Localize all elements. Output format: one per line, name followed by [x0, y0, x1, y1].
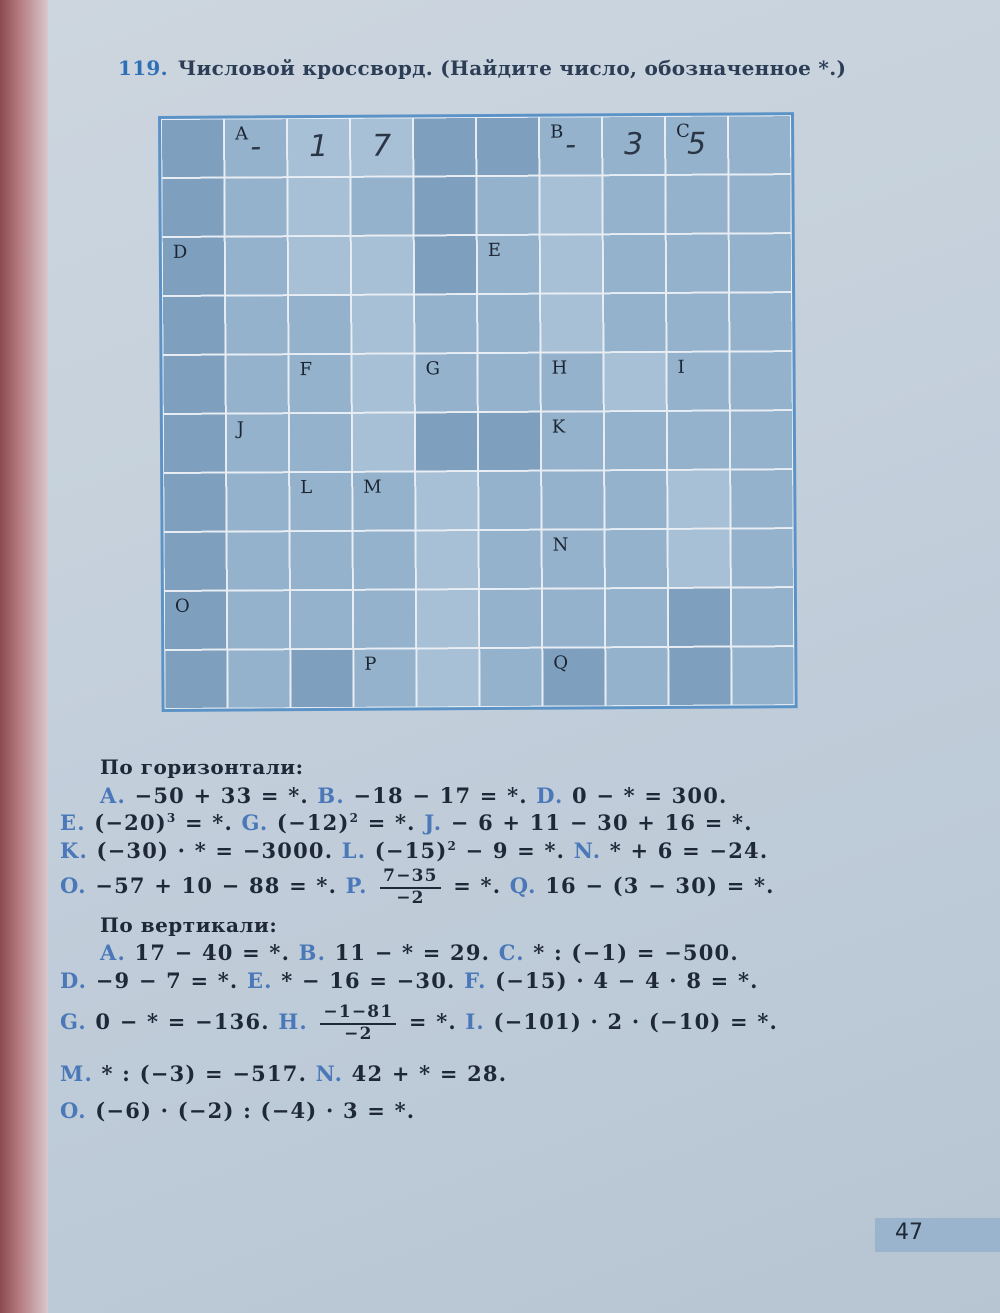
- grid-cell: [350, 117, 413, 176]
- grid-cell: [479, 530, 542, 589]
- grid-row: [164, 646, 794, 709]
- grid-cell: [287, 118, 350, 177]
- handwritten-digit: 7: [372, 128, 392, 164]
- clue-text: 11 − * = 29.: [326, 940, 499, 965]
- cell-label: K: [551, 416, 566, 438]
- grid-cell: [667, 411, 730, 470]
- cell-label: A: [235, 123, 249, 145]
- grid-cell: [478, 412, 541, 471]
- clue-text: −18 − 17 = *.: [344, 783, 537, 808]
- grid-row: [162, 351, 792, 414]
- grid-cell: [540, 352, 603, 411]
- clue-letter: G.: [241, 810, 269, 835]
- cell-label: J: [236, 418, 245, 440]
- grid-cell: [539, 175, 602, 234]
- grid-cell: [351, 235, 414, 294]
- horizontal-heading: По горизонтали:: [100, 755, 304, 779]
- grid-cell: [289, 472, 352, 531]
- grid-cell: [668, 647, 731, 706]
- grid-cell: [478, 471, 541, 530]
- grid-cell: [415, 412, 478, 471]
- grid-cell: [476, 176, 539, 235]
- grid-cell: [479, 589, 542, 648]
- cell-label: P: [364, 653, 377, 675]
- cell-label: B: [550, 121, 564, 143]
- grid-cell: [288, 295, 351, 354]
- grid-cell: [350, 176, 413, 235]
- grid-cell: [730, 410, 793, 469]
- clue-text: (−15): [366, 838, 448, 863]
- clue-text: −9 − 7 = *.: [87, 968, 247, 993]
- crossword-table: [160, 114, 796, 710]
- clue-letter: B.: [298, 940, 327, 965]
- grid-cell: [603, 352, 666, 411]
- grid-cell: [542, 529, 605, 588]
- grid-cell: [161, 178, 224, 237]
- clue-text: 42 + * = 28.: [343, 1061, 508, 1086]
- grid-cell: [164, 650, 227, 709]
- exponent: 2: [349, 811, 360, 825]
- horizontal-clue-line: [100, 783, 728, 808]
- task-title: [118, 56, 846, 80]
- grid-row: [162, 233, 792, 296]
- clue-text: 17 − 40 = *.: [126, 940, 299, 965]
- clue-text: (−20): [85, 810, 167, 835]
- grid-cell: [666, 293, 729, 352]
- grid-cell: [227, 649, 290, 708]
- clue-letter: A.: [100, 783, 127, 808]
- clue-text: (−15) · 4 − 4 · 8 = *.: [486, 968, 759, 993]
- vertical-clue-line: [60, 968, 759, 993]
- clue-text: (−30) · * = −3000.: [87, 838, 342, 863]
- cell-label: N: [552, 534, 569, 556]
- grid-cell: [479, 648, 542, 707]
- clue-text: 0 − * = −136.: [86, 1009, 279, 1035]
- grid-cell: [164, 591, 227, 650]
- grid-cell: [729, 292, 792, 351]
- grid-cell: [666, 234, 729, 293]
- grid-row: [163, 410, 793, 473]
- clue-letter: N.: [573, 838, 602, 863]
- grid-cell: [353, 589, 416, 648]
- grid-cell: [731, 587, 794, 646]
- grid-cell: [605, 588, 668, 647]
- grid-cell: [603, 234, 666, 293]
- page-number: 47: [895, 1220, 923, 1245]
- fraction: [380, 867, 441, 908]
- vertical-heading: По вертикали:: [100, 913, 278, 937]
- grid-row: [164, 528, 794, 591]
- clue-text: − 9 = *.: [457, 838, 574, 863]
- grid-cell: [226, 413, 289, 472]
- grid-cell: [476, 117, 539, 176]
- clue-text: = *.: [359, 810, 425, 835]
- cell-label: M: [363, 476, 382, 498]
- grid-cell: [227, 531, 290, 590]
- grid-cell: [668, 588, 731, 647]
- grid-cell: [665, 116, 728, 175]
- clue-text: [368, 873, 377, 898]
- cell-label: Q: [553, 652, 569, 674]
- grid-cell: [729, 351, 792, 410]
- grid-cell: [730, 469, 793, 528]
- vertical-clue-line: [60, 1098, 415, 1123]
- grid-cell: [415, 471, 478, 530]
- grid-row: [161, 115, 791, 178]
- vertical-clue-line: [60, 1003, 778, 1044]
- clue-letter: B.: [317, 783, 345, 808]
- clue-letter: Q.: [509, 873, 537, 899]
- clue-text: * : (−1) = −500.: [524, 940, 739, 965]
- clue-text: 16 − (3 − 30) = *.: [536, 873, 775, 899]
- grid-cell: [352, 412, 415, 471]
- clue-letter: K.: [60, 838, 88, 863]
- grid-cell: [414, 353, 477, 412]
- clue-letter: E.: [60, 810, 86, 835]
- clue-letter: C.: [498, 940, 525, 965]
- grid-cell: [164, 532, 227, 591]
- clue-letter: O.: [60, 1098, 87, 1123]
- clue-letter: E.: [246, 968, 273, 993]
- clue-text: −57 + 10 − 88 = *.: [86, 873, 346, 899]
- grid-row: [164, 587, 794, 650]
- fraction: [320, 1003, 396, 1044]
- clue-text: (−12): [268, 810, 350, 835]
- clue-letter: P.: [345, 873, 368, 899]
- grid-cell: [225, 354, 288, 413]
- grid-cell: [541, 411, 604, 470]
- grid-cell: [666, 352, 729, 411]
- clue-letter: A.: [100, 940, 127, 965]
- clue-text: 0 − * = 300.: [563, 783, 728, 808]
- clue-letter: J.: [424, 810, 443, 835]
- grid-row: [162, 292, 792, 355]
- grid-row: [163, 469, 793, 532]
- clue-letter: D.: [60, 968, 88, 993]
- grid-cell: [605, 647, 668, 706]
- clue-text: (−101) · 2 · (−10) = *.: [484, 1009, 779, 1035]
- grid-cell: [605, 529, 668, 588]
- grid-cell: [225, 295, 288, 354]
- clue-letter: N.: [315, 1061, 344, 1086]
- grid-cell: [542, 647, 605, 706]
- cell-label: L: [300, 477, 313, 499]
- grid-cell: [226, 472, 289, 531]
- clue-letter: M.: [60, 1061, 93, 1086]
- grid-cell: [224, 177, 287, 236]
- grid-cell: [731, 646, 794, 705]
- grid-cell: [352, 471, 415, 530]
- horizontal-clue-line: [60, 838, 768, 863]
- clue-text: (−6) · (−2) : (−4) · 3 = *.: [86, 1098, 416, 1123]
- fraction-denominator: −2: [396, 887, 425, 908]
- grid-cell: [414, 294, 477, 353]
- grid-cell: [290, 649, 353, 708]
- grid-cell: [416, 648, 479, 707]
- grid-cell: [604, 470, 667, 529]
- grid-cell: [290, 531, 353, 590]
- grid-cell: [163, 414, 226, 473]
- grid-cell: [225, 236, 288, 295]
- grid-cell: [477, 294, 540, 353]
- clue-letter: G.: [60, 1009, 87, 1035]
- horizontal-clue-line: [60, 810, 753, 835]
- grid-cell: [162, 237, 225, 296]
- clue-letter: L.: [341, 838, 367, 863]
- grid-cell: [351, 353, 414, 412]
- grid-cell: [728, 174, 791, 233]
- grid-cell: [288, 236, 351, 295]
- grid-cell: [161, 119, 224, 178]
- previous-page-edge: [0, 0, 48, 1313]
- grid-cell: [224, 118, 287, 177]
- handwritten-digit: -: [250, 129, 262, 165]
- clue-text: −50 + 33 = *.: [126, 783, 318, 808]
- grid-cell: [287, 177, 350, 236]
- exponent: 3: [166, 811, 177, 825]
- grid-cell: [163, 473, 226, 532]
- grid-cell: [413, 117, 476, 176]
- fraction-numerator: 7−35: [380, 867, 441, 889]
- cell-label: C: [676, 120, 690, 142]
- handwritten-digit: 3: [624, 127, 644, 163]
- clue-text: [308, 1009, 317, 1034]
- cell-label: I: [677, 356, 685, 378]
- grid-cell: [416, 589, 479, 648]
- grid-cell: [602, 116, 665, 175]
- grid-cell: [665, 175, 728, 234]
- vertical-clue-line: [60, 1061, 507, 1086]
- cell-label: O: [174, 595, 190, 617]
- grid-cell: [290, 590, 353, 649]
- grid-cell: [288, 354, 351, 413]
- grid-cell: [667, 470, 730, 529]
- clue-letter: D.: [536, 783, 564, 808]
- handwritten-digit: 1: [309, 128, 329, 165]
- grid-cell: [728, 115, 791, 174]
- crossword-grid: [160, 114, 796, 710]
- grid-cell: [227, 590, 290, 649]
- grid-cell: [540, 234, 603, 293]
- grid-cell: [731, 528, 794, 587]
- grid-cell: [539, 116, 602, 175]
- handwritten-digit: -: [565, 127, 577, 163]
- cell-label: G: [425, 358, 440, 380]
- grid-cell: [353, 530, 416, 589]
- grid-cell: [351, 294, 414, 353]
- fraction-numerator: −1−81: [320, 1003, 396, 1025]
- grid-cell: [541, 470, 604, 529]
- clue-text: = *.: [400, 1009, 466, 1035]
- clue-text: − 6 + 11 − 30 + 16 = *.: [442, 810, 753, 835]
- vertical-clue-line: [100, 940, 739, 965]
- grid-cell: [668, 529, 731, 588]
- task-number: 119.: [118, 56, 168, 80]
- clue-text: * : (−3) = −517.: [92, 1061, 316, 1086]
- grid-cell: [602, 175, 665, 234]
- clue-letter: F.: [464, 968, 487, 993]
- page-number-bar: [875, 1218, 1000, 1252]
- clue-letter: H.: [278, 1009, 308, 1035]
- cell-label: D: [172, 241, 188, 263]
- grid-cell: [289, 413, 352, 472]
- clue-text: = *.: [444, 873, 510, 899]
- grid-cell: [540, 293, 603, 352]
- clue-letter: I.: [465, 1009, 485, 1035]
- grid-cell: [413, 176, 476, 235]
- grid-row: [161, 174, 791, 237]
- task-title-text: Числовой кроссворд. (Найдите число, обозначенное *.): [177, 56, 847, 80]
- cell-label: E: [487, 239, 502, 261]
- grid-cell: [414, 235, 477, 294]
- grid-cell: [162, 296, 225, 355]
- grid-cell: [477, 235, 540, 294]
- grid-cell: [603, 293, 666, 352]
- grid-cell: [542, 588, 605, 647]
- horizontal-clue-line: [60, 867, 775, 908]
- cell-label: F: [299, 359, 313, 381]
- grid-cell: [729, 233, 792, 292]
- cell-label: H: [551, 357, 568, 379]
- handwritten-digit: 5: [687, 126, 707, 162]
- clue-text: * − 16 = −30.: [272, 968, 465, 993]
- clue-text: * + 6 = −24.: [601, 838, 769, 863]
- exponent: 2: [447, 839, 458, 853]
- grid-cell: [162, 355, 225, 414]
- fraction-denominator: −2: [344, 1023, 373, 1044]
- grid-cell: [353, 648, 416, 707]
- grid-cell: [477, 353, 540, 412]
- clue-text: = *.: [176, 810, 242, 835]
- grid-cell: [604, 411, 667, 470]
- grid-cell: [416, 530, 479, 589]
- clue-letter: O.: [60, 873, 87, 899]
